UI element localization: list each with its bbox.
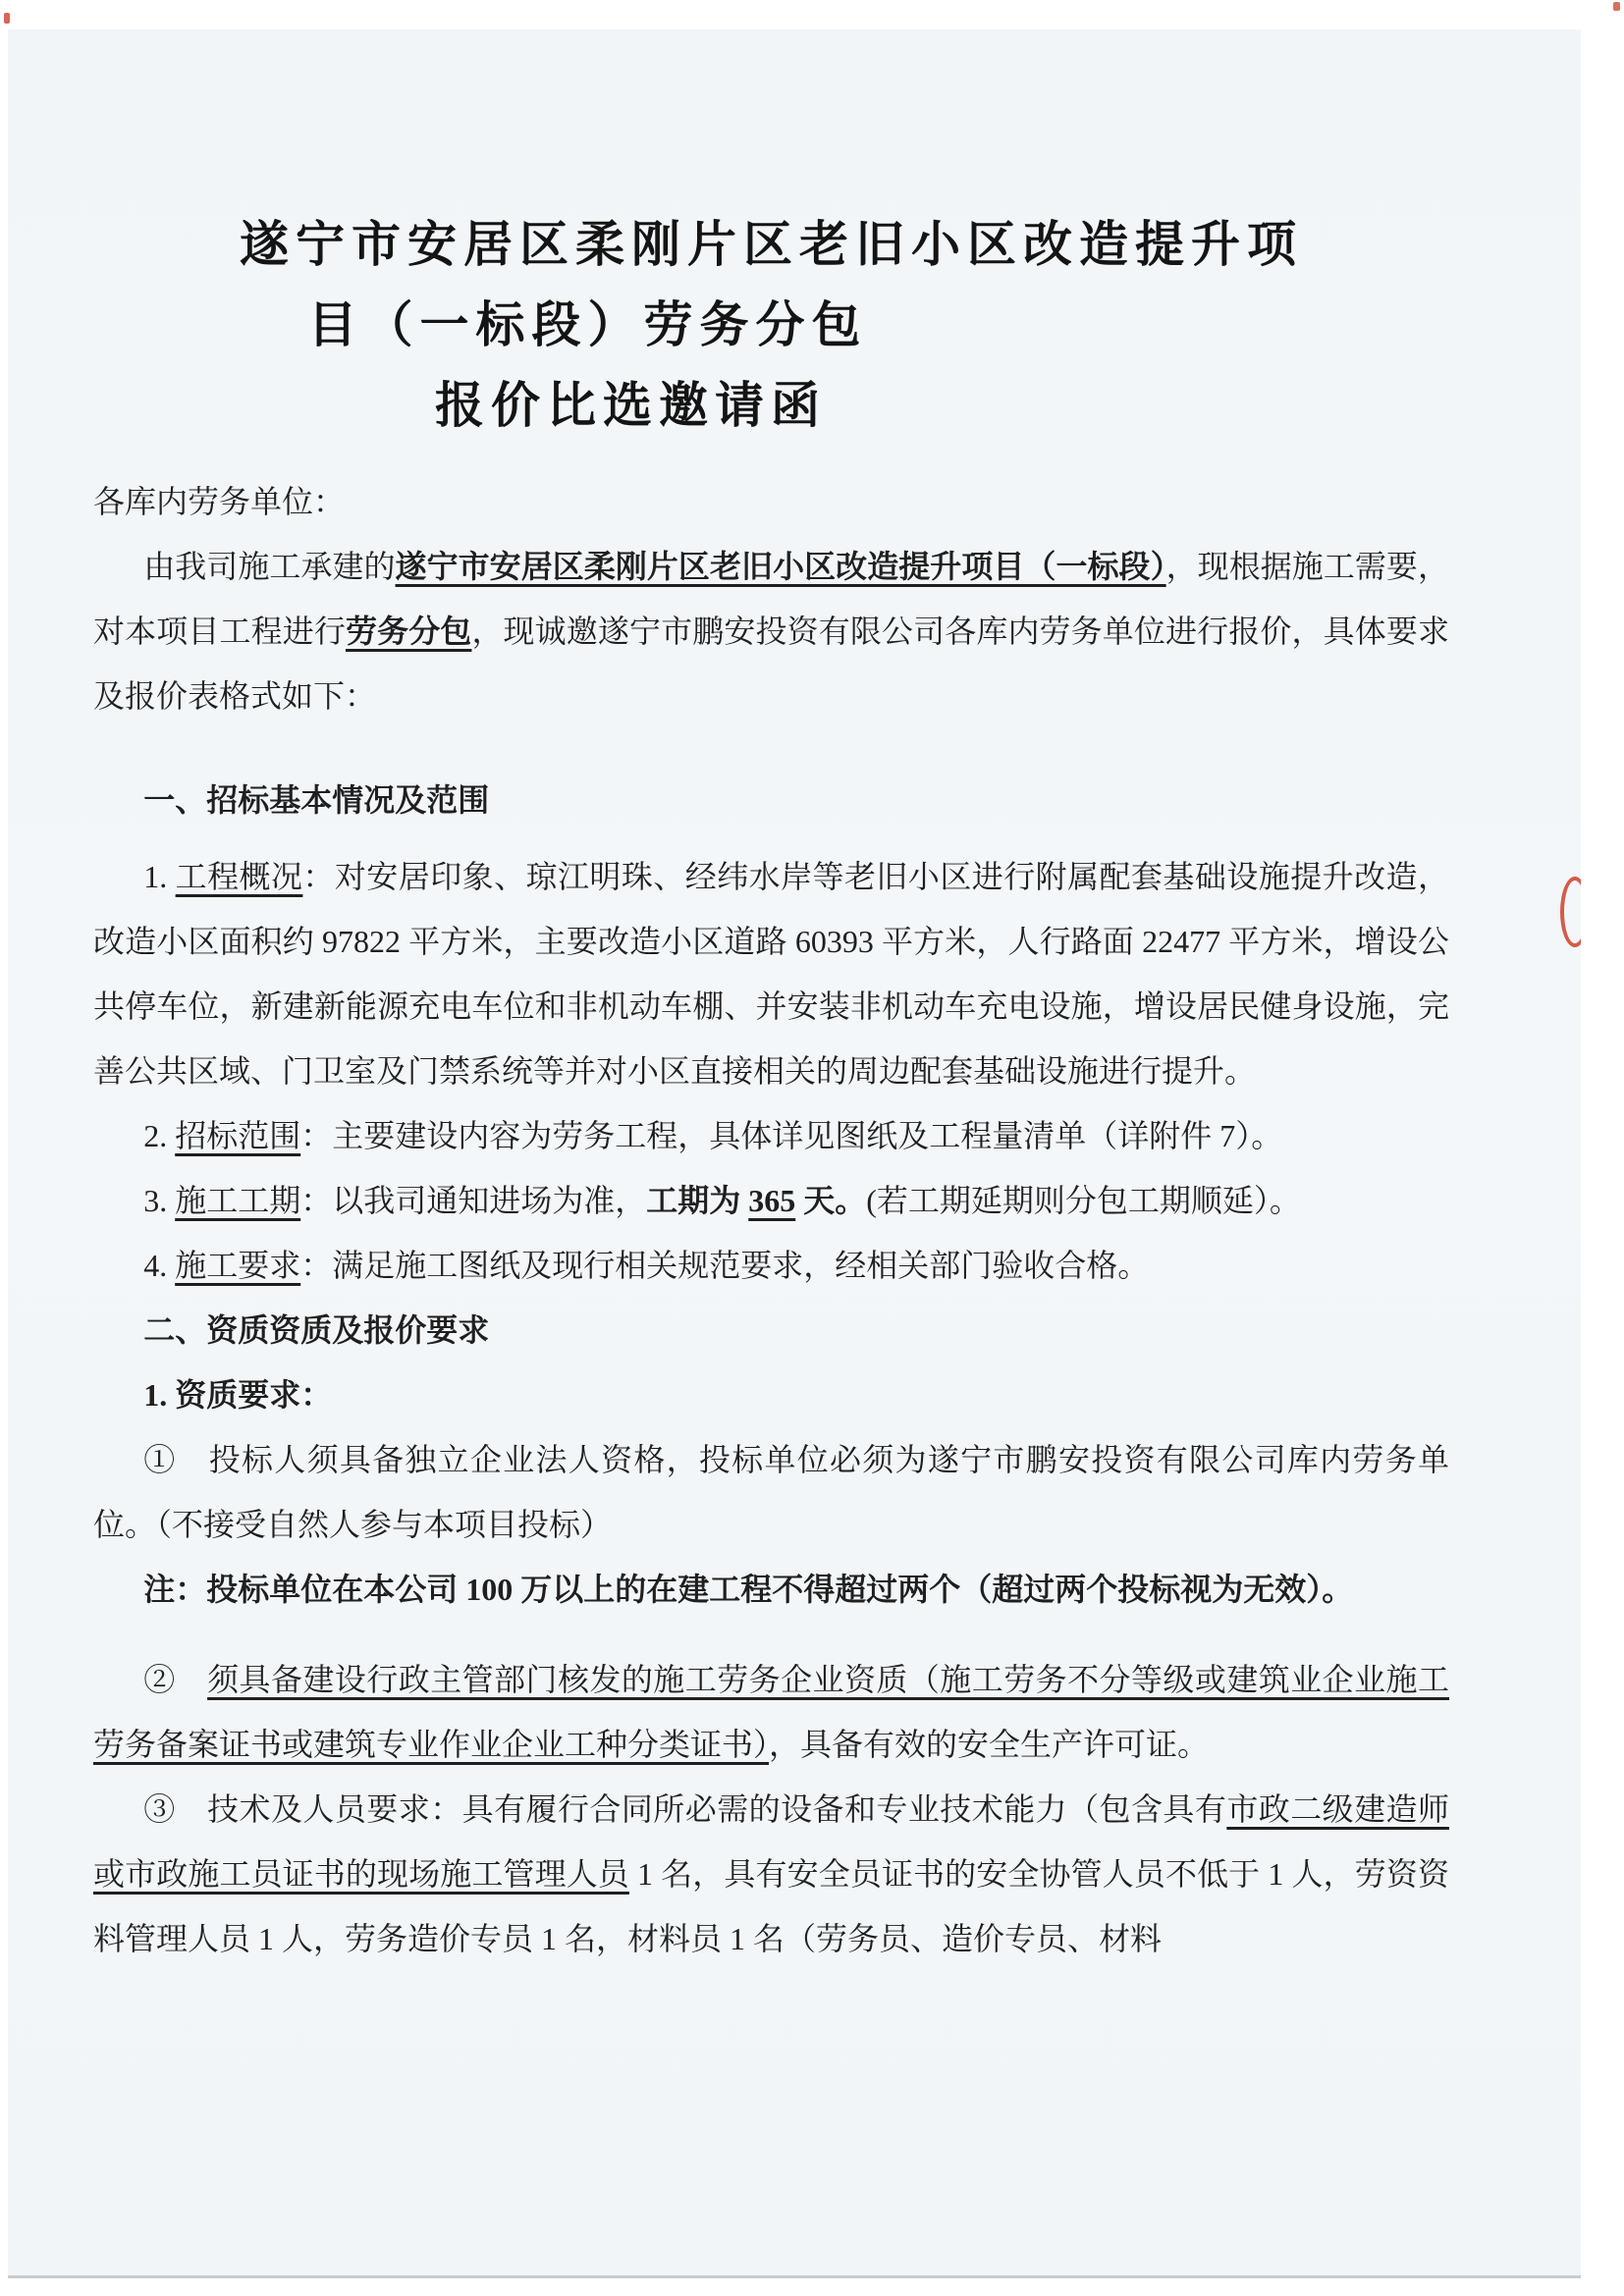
title-line: 目（一标段）劳务分包 bbox=[307, 297, 868, 352]
text-run: 3. bbox=[143, 1183, 176, 1218]
text-run: 4. bbox=[143, 1248, 176, 1283]
text-run: 施工要求 bbox=[175, 1248, 301, 1283]
text-run: ② bbox=[143, 1662, 208, 1697]
text-run: 市政二级建造师或市政施工员证书的现场施工管理人员 bbox=[93, 1791, 1449, 1892]
text-run: ① 投标人须具备独立企业法人资格，投标单位必须为遂宁市鹏安投资有限公司库内劳务单位。（不接受自然人参与本项目投标） bbox=[93, 1442, 1449, 1542]
qualification-note bbox=[93, 1557, 1449, 1622]
text-run: ，现根据施工需要，对本项目工程进行 bbox=[93, 549, 1449, 649]
qualification-requirements-heading bbox=[93, 1362, 1449, 1427]
text-run: 一、招标基本情况及范围 bbox=[143, 782, 490, 818]
title-line: 遂宁市安居区柔刚片区老旧小区改造提升项 bbox=[240, 217, 1303, 272]
text-run: 工程概况 bbox=[175, 859, 303, 894]
text-run: 须具备建设行政主管部门核发的施工劳务企业资质（施工劳务不分等级或建筑业企业施工劳务备案证书或建筑专业作业企业工种分类证书） bbox=[93, 1662, 1449, 1762]
text-run: 注：投标单位在本公司 100 万以上的在建工程不得超过两个（超过两个投标视为无效）。 bbox=[143, 1572, 1354, 1607]
document-body bbox=[93, 469, 1449, 1971]
text-run: 1. bbox=[143, 859, 176, 894]
qualification-item-3 bbox=[93, 1777, 1449, 1971]
text-run: (若工期延期则分包工期顺延）。 bbox=[866, 1183, 1301, 1218]
text-run: 365 bbox=[748, 1183, 796, 1218]
text-run: 2. bbox=[143, 1118, 176, 1153]
title-line: 报价比选邀请函 bbox=[435, 378, 827, 433]
item-4-construction-requirements bbox=[93, 1233, 1449, 1298]
text-run: ③ 技术及人员要求：具有履行合同所必需的设备和专业技术能力（包含具有 bbox=[143, 1791, 1227, 1827]
salutation: 各库内劳务单位： bbox=[93, 484, 346, 519]
text-run: 由我司施工承建的 bbox=[143, 549, 396, 584]
text-run: 工期为 bbox=[646, 1183, 749, 1218]
text-run: 遂宁市安居区柔刚片区老旧小区改造提升项目（一标段） bbox=[395, 549, 1166, 584]
text-run: 天。 bbox=[795, 1183, 867, 1218]
red-scan-mark-top-left bbox=[4, 13, 10, 24]
document-content bbox=[93, 29, 1449, 1971]
item-1-project-overview bbox=[93, 844, 1449, 1103]
text-run: 二、资质资质及报价要求 bbox=[143, 1312, 490, 1348]
text-run: 招标范围 bbox=[175, 1118, 301, 1153]
text-run: 劳务分包 bbox=[345, 614, 472, 649]
section-1-heading bbox=[93, 768, 1449, 832]
section-2-heading bbox=[93, 1298, 1449, 1362]
qualification-item-2 bbox=[93, 1647, 1449, 1777]
red-scan-mark-right-edge bbox=[1560, 877, 1581, 947]
qualification-item-1 bbox=[93, 1427, 1449, 1557]
text-run: ：主要建设内容为劳务工程，具体详见图纸及工程量清单（详附件 7）。 bbox=[300, 1118, 1283, 1153]
text-run: ，具备有效的安全生产许可证。 bbox=[769, 1727, 1210, 1762]
document-title bbox=[93, 204, 1449, 446]
text-run: ，现诚邀遂宁市鹏安投资有限公司各库内劳务单位进行报价，具体要求及报价表格式如下： bbox=[93, 614, 1449, 714]
text-run: ：满足施工图纸及现行相关规范要求，经相关部门验收合格。 bbox=[300, 1248, 1150, 1283]
text-run: 1 名，具有安全员证书的安全协管人员不低于 1 人，劳资资料管理人员 1 人，劳务造价专员 1 名，材料员 1 名（劳务员、造价专员、材料 bbox=[93, 1856, 1449, 1956]
text-run: ：对安居印象、琼江明珠、经纬水岸等老旧小区进行附属配套基础设施提升改造，改造小区面积约 97822 平方米，主要改造小区道路 60393 平方米，人行路面 22477 平方米，增设公共停车位，新建新能源充电车位和非机动车棚、并安装非机动车充电设施，增设居民健身设施，完善公共区域、门卫室及门禁系统等并对小区直接相关的周边配套基础设施进行提升。 bbox=[93, 859, 1449, 1089]
text-run: ：以我司通知进场为准， bbox=[300, 1183, 647, 1218]
text-run: 施工工期 bbox=[175, 1183, 301, 1218]
intro-paragraph bbox=[93, 534, 1449, 728]
red-scan-mark-top-right bbox=[1613, 2, 1620, 11]
item-3-construction-period bbox=[93, 1168, 1449, 1233]
text-run: 1. 资质要求： bbox=[143, 1377, 333, 1413]
document-page bbox=[8, 29, 1581, 2278]
item-2-bid-scope bbox=[93, 1103, 1449, 1168]
